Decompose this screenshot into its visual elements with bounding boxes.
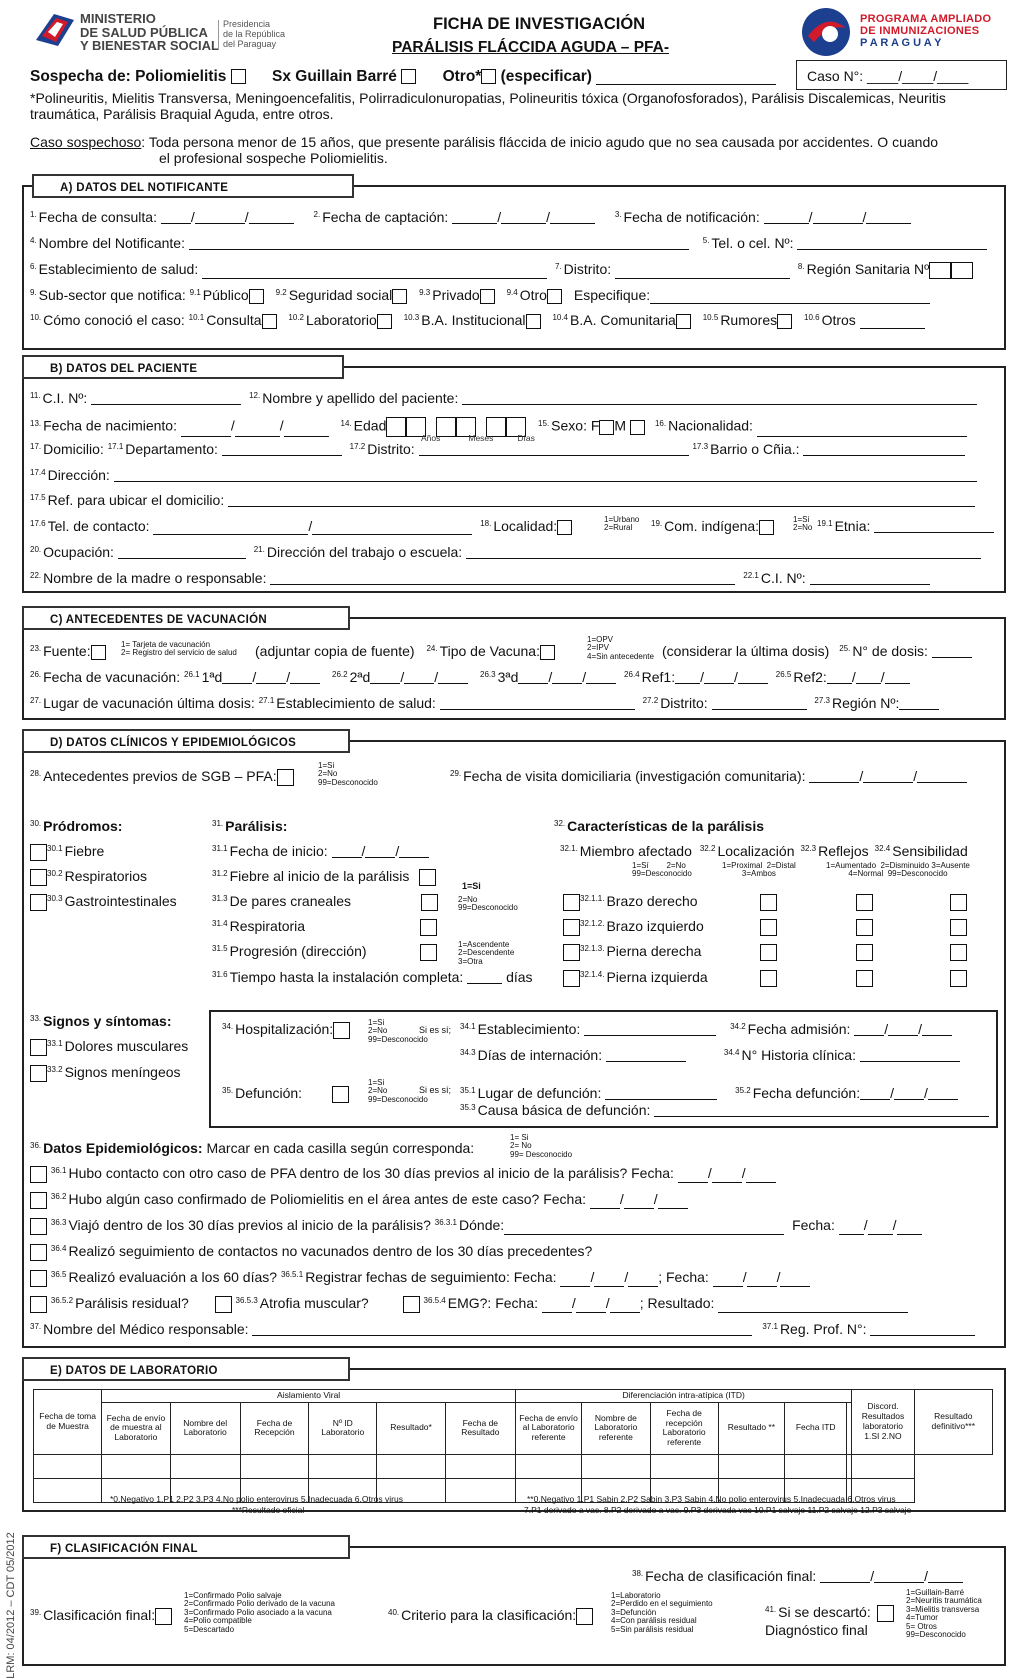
sgb-options: 1=Si 2=No 99=Desconocido	[318, 761, 378, 787]
otro-checkbox[interactable]	[481, 69, 496, 84]
program-name: PROGRAMA AMPLIADO DE INMUNIZACIONES	[860, 13, 992, 37]
epi-2: $^{36.2}$ Hubo algún caso confirmado de Poliomielitis en el área antes de este caso? Fecha: / /	[30, 1192, 688, 1209]
program-country: P A R A G U A Y	[860, 37, 942, 49]
sign-2: $^{33.2}$ Signos meníngeos	[30, 1065, 181, 1082]
prodrome-2: $^{30.2}$ Respiratorios	[30, 869, 147, 886]
row-b4: $^{17.4}$ Dirección:	[30, 468, 977, 482]
limb-grid	[760, 894, 970, 994]
epi-4: $^{36.4}$ Realizó seguimiento de contactos no vacunados dentro de los 30 días precedentes?	[30, 1244, 592, 1261]
row-a1: $^{1.}$ Fecha de consulta: / / $^{2.}$ Fecha de captación: / / $^{3.}$ Fecha de notificación: / /	[30, 210, 911, 224]
char-opt-3: 1=Aumentado 2=Disminuido 3=Ausente 4=Normal 99=Desconocido	[826, 861, 970, 879]
row-a4: $^{9.}$ Sub-sector que notifica: $^{9.1}$ Público $^{9.2}$ Seguridad social $^{9.3}$ Privado $^{9.4}$ Otro Especifique:	[30, 288, 930, 304]
signs-title: $^{33.}$ Signos y síntomas:	[30, 1013, 172, 1029]
par-3: $^{31.3}$ De pares craneales	[212, 894, 438, 911]
row-b6: $^{17.6}$ Tel. de contacto: / $^{18.}$ Localidad:	[30, 519, 572, 535]
locality-options: 1=Urbano 2=Rural	[604, 515, 640, 533]
lab-note-4: 7.P1 derivado a vac. 8.P2 derivado a vac. 9.P3 derivada vac 10.P1 salvaje 11.P2 salvaje 12.P3 salvaje	[524, 1505, 912, 1515]
lab-table: Fecha de toma de Muestra Aislamiento Viral Diferenciación intra-atípica (ITD) Discord. Resultados laboratorio 1.SI 2.NO Resultado definitivo*** Fecha de envío de muestra al Laboratorio Nombre del Laboratorio Fecha de Recepción Nº ID Laboratorio Resultado* Fecha de Resultado Fecha de envío al Laboratorio referente Nombre de Laboratorio referente Fecha de recepción Laboratorio referente Resultado ** Fecha ITD	[33, 1389, 993, 1503]
row-c1a: $^{23.}$ Fuente:	[30, 644, 106, 660]
ministry-logo	[34, 10, 78, 50]
par-1: $^{31.1}$ Fecha de inicio: / /	[212, 844, 429, 858]
row-b7: $^{20.}$ Ocupación: $^{21.}$ Dirección del trabajo o escuela:	[30, 545, 981, 559]
row-c1b: (adjuntar copia de fuente) $^{24.}$ Tipo de Vacuna:	[255, 644, 555, 660]
hosp-est: $^{34.1}$ Establecimiento: $^{34.2}$ Fecha admisión: / /	[460, 1022, 952, 1036]
epi-5: $^{36.5}$ Realizó evaluación a los 60 días? $^{36.5.1}$ Registrar fechas de seguimiento: Fecha: / / ; Fecha: / /	[30, 1270, 810, 1287]
row-b6c: $^{19.1}$ Etnia:	[817, 519, 994, 533]
par-5: $^{31.5}$ Progresión (dirección)	[212, 944, 437, 961]
row-d28: $^{28.}$ Antecedentes previos de SGB – PFA:	[30, 769, 294, 786]
hosp-row1: $^{34.}$ Hospitalización:	[222, 1022, 350, 1039]
lab-note-1: *0.Negativo 1.P1 2.P2 3.P3 4.No polio enterovirus 5.Inadecuada 6.Otros virus	[110, 1494, 403, 1504]
death-yn: 1=Si 2=No 99=Desconocido	[368, 1078, 428, 1104]
gb-checkbox[interactable]	[401, 69, 416, 84]
par-2: $^{31.2}$ Fiebre al inicio de la parálisis	[212, 869, 436, 886]
row-f41: $^{41.}$ Si se descartó: Diagnóstico final	[765, 1604, 894, 1639]
char-opt-1: 1=Sí 2=No 99=Desconocido	[632, 861, 692, 879]
prodromes-title: $^{30.}$ Pródromos:	[30, 818, 123, 834]
case-definition: Caso sospechoso: Toda persona menor de 15 años, que presente parálisis fláccida de inicio agudo que no sea causada por accidentes. O cuando el profesional sospeche Poliomielitis.	[30, 134, 939, 167]
paralysis-title: $^{31.}$ Parálisis:	[212, 818, 288, 834]
class-options: 1=Confirmado Polio salvaje 2=Confirmado Polio derivado de la vacuna 3=Confirmado Polio asociado a la vacuna 4=Polio compatible 5=Descartado	[184, 1591, 335, 1634]
row-f40: $^{40.}$ Criterio para la clasificación:	[388, 1608, 593, 1625]
row-a3: $^{6.}$ Establecimiento de salud: $^{7.}$ Distrito: $^{8.}$ Región Sanitaria Nº	[30, 262, 973, 279]
row-b8: $^{22.}$ Nombre de la madre o responsable: $^{22.1}$ C.I. Nº:	[30, 571, 930, 585]
vaccine-options: 1=OPV 2=IPV 4=Sin antecedente	[587, 635, 654, 661]
row-d29: $^{29.}$ Fecha de visita domiciliaria (investigación comunitaria): / /	[450, 769, 967, 783]
par-si: 1=Si	[462, 881, 481, 891]
progression-options: 1=Ascendente 2=Descendente 3=Otra	[458, 940, 515, 966]
pai-logo	[800, 6, 852, 58]
row-b6b: $^{19.}$ Com. indígena:	[651, 519, 774, 535]
form-version: LRM: 04/2012 – CDT 05/2012	[4, 1532, 17, 1679]
row-f38: $^{38.}$ Fecha de clasificación final: / /	[632, 1569, 963, 1583]
epi-3: $^{36.3}$ Viajó dentro de los 30 días previos al inicio de la parálisis? $^{36.3.1}$ Dónde: Fecha: / /	[30, 1218, 922, 1235]
char-opt-2: 1=Proximal 2=Distal 3=Ambos	[722, 861, 796, 879]
death-sies: Si es sí;	[419, 1085, 452, 1095]
epi-6: $^{36.5.2}$ Parálisis residual? $^{36.5.3}$ Atrofia muscular? $^{36.5.4}$ EMG?: Fecha: / / ; Resultado:	[30, 1296, 908, 1313]
section-a-title: A) DATOS DEL NOTIFICANTE	[32, 174, 354, 198]
section-f-title: F) CLASIFICACIÓN FINAL	[22, 1535, 350, 1559]
epi-title: $^{36.}$ Datos Epidemiológicos: Marcar en cada casilla según corresponda:	[30, 1140, 475, 1156]
row-a2: $^{4.}$ Nombre del Notificante: $^{5.}$ Tel. o cel. Nº:	[30, 236, 987, 250]
hosp-yn: 1=Si 2=No 99=Desconocido	[368, 1018, 428, 1044]
age-units: Años Meses Días	[421, 433, 535, 443]
characteristics-title: $^{32.}$ Características de la parálisis	[554, 818, 765, 834]
row-b3: $^{17.}$ Domicilio: $^{17.1}$ Departamento: $^{17.2}$ Distrito: $^{17.3}$ Barrio o Cñia.:	[30, 442, 965, 456]
par-4: $^{31.4}$ Respiratoria	[212, 919, 437, 936]
limb-1: $^{32.1.1.}$ Brazo derecho	[563, 894, 698, 911]
section-b-title: B) DATOS DEL PACIENTE	[22, 355, 344, 379]
row-c3: $^{27.}$ Lugar de vacunación última dosis: $^{27.1}$ Establecimiento de salud: $^{27.2}$ Distrito: $^{27.3}$ Región Nº:	[30, 696, 939, 710]
epi-options: 1= Si 2= No 99= Desconocido	[510, 1133, 573, 1159]
limb-4: $^{32.1.4.}$ Pierna izquierda	[563, 970, 708, 987]
lab-note-2: ***Resultado oficial	[232, 1505, 305, 1515]
section-d-title: D) DATOS CLÍNICOS Y EPIDEMIOLÓGICOS	[22, 729, 350, 753]
suspect-line: Sospecha de: Poliomielitis Sx Guillain Barré Otro* (especificar)	[30, 69, 776, 85]
prodrome-3: $^{30.3}$ Gastrointestinales	[30, 894, 177, 911]
par-6: $^{31.6}$ Tiempo hasta la instalación completa: días	[212, 969, 533, 985]
row-a5: $^{10.}$ Cómo conoció el caso: $^{10.1}$ Consulta $^{10.2}$ Laboratorio $^{10.3}$ B.A. Institucional $^{10.4}$ B.A. Comunitaria $^{10.5}$ Rumores $^{10.6}$ Otros	[30, 313, 925, 329]
lab-note-3: **0.Negativo 1.P1 Sabin 2.P2 Sabin 3.P3 Sabin 4.No polio enterovirus 5.Inadecuada 6.Otros virus	[527, 1494, 896, 1504]
limb-2: $^{32.1.2.}$ Brazo izquierdo	[563, 919, 704, 936]
criteria-options: 1=Laboratorio 2=Perdido en el seguimiento 3=Defunción 4=Con parálisis residual 5=Sin parálisis residual	[611, 1591, 713, 1634]
row-b1: $^{11.}$ C.I. Nº: $^{12.}$ Nombre y apellido del paciente:	[30, 391, 977, 405]
row-c1c: (considerar la última dosis) $^{25.}$ N° de dosis:	[662, 644, 972, 658]
section-e-title: E) DATOS DE LABORATORIO	[22, 1357, 350, 1381]
row-d37: $^{37.}$ Nombre del Médico responsable: $^{37.1}$ Reg. Prof. N°:	[30, 1322, 975, 1336]
epi-1: $^{36.1}$ Hubo contacto con otro caso de PFA dentro de los 30 días previos al inicio de la parálisis? Fecha: / /	[30, 1166, 776, 1183]
diagnosis-options: 1=Guillain-Barré 2=Neuritis traumática 3=Mielitis transversa 4=Tumor 5= Otros 99=Desconocido	[906, 1588, 982, 1639]
presidency-text: Presidencia de la República del Paraguay	[218, 20, 285, 50]
prodrome-1: $^{30.1}$ Fiebre	[30, 844, 104, 861]
row-b2: $^{13.}$ Fecha de nacimiento: / / $^{14.}$ Edad $^{15.}$ Sexo: F M $^{16.}$ Nacionalidad:	[30, 417, 967, 437]
hosp-sies: Si es sí;	[419, 1025, 452, 1035]
section-c-title: C) ANTECEDENTES DE VACUNACIÓN	[22, 606, 350, 630]
death-cause: $^{35.3}$ Causa básica de defunción:	[460, 1103, 989, 1117]
row-b5: $^{17.5}$ Ref. para ubicar el domicilio:	[30, 493, 975, 507]
form-title: FICHA DE INVESTIGACIÓN	[433, 15, 646, 33]
indigenous-options: 1=Si 2=No	[793, 515, 813, 533]
char-headers: $^{32.1.}$ Miembro afectado $^{32.2}$ Localización $^{32.3}$ Reflejos $^{32.4}$ Sensibilidad	[560, 843, 968, 859]
par-yn: 2=No 99=Desconocido	[458, 895, 518, 913]
row-f39: $^{39.}$ Clasificación final:	[30, 1608, 172, 1625]
case-number[interactable]: Caso N°: ____/____/____	[796, 60, 1007, 90]
death-row: $^{35.}$ Defunción:	[222, 1086, 349, 1103]
ministry-name: MINISTERIO DE SALUD PÚBLICA Y BIENESTAR SOCIAL	[80, 11, 219, 54]
death-place: $^{35.1}$ Lugar de defunción: $^{35.2}$ Fecha defunción: / /	[460, 1086, 958, 1100]
source-options: 1= Tarjeta de vacunación 2= Registro del servicio de salud	[121, 640, 237, 658]
hosp-row2: $^{34.3}$ Días de internación: $^{34.4}$ N° Historia clínica:	[460, 1048, 960, 1062]
form-subtitle: PARÁLISIS FLÁCCIDA AGUDA – PFA-	[392, 39, 669, 56]
polio-checkbox[interactable]	[231, 69, 246, 84]
differential-note: *Polineuritis, Mielitis Transversa, Meningoencefalitis, Polirradiculonuropatias, Polineuritis tóxica (Organofosforados), Parálisis Discalemicas, Neuritis traumática, Parálisis Braquial Aguda, entre otros.	[30, 90, 946, 123]
sign-1: $^{33.1}$ Dolores musculares	[30, 1039, 188, 1056]
row-c2: $^{26.}$ Fecha de vacunación: $^{26.1}$ 1ªd / / $^{26.2}$ 2ªd / / $^{26.3}$ 3ªd / / $^{26.4}$ Ref1: / / $^{26.5}$ Ref2: / /	[30, 670, 910, 684]
limb-3: $^{32.1.3.}$ Pierna derecha	[563, 944, 701, 961]
